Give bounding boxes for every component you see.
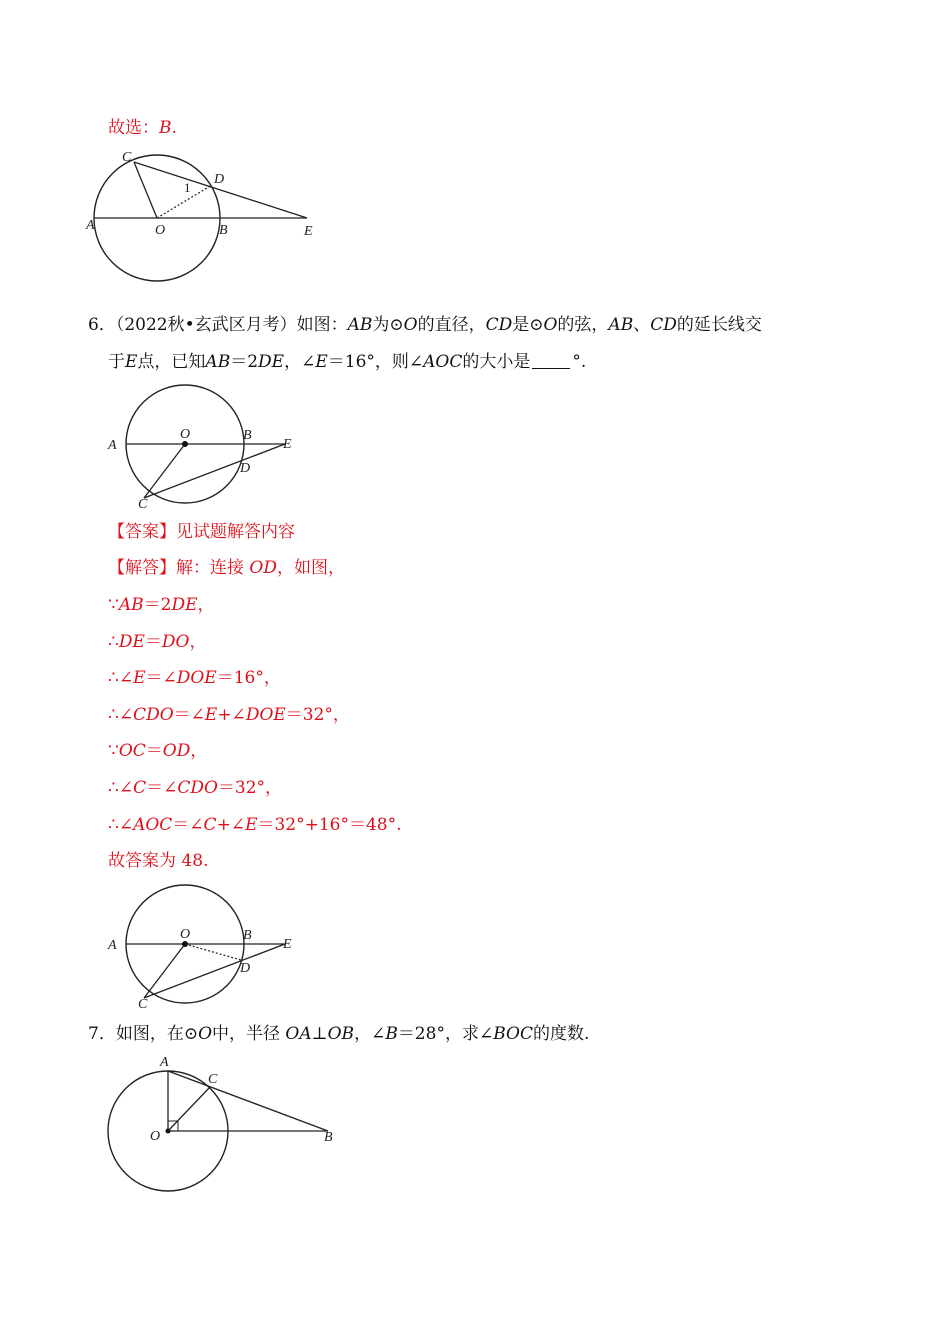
solution-step-segment: DE [171, 595, 198, 615]
q7-text [88, 1024, 589, 1044]
q6-line-1-segment: 的直径， [417, 315, 486, 335]
fig1-line-co [134, 162, 157, 218]
prev-answer-letter: B [159, 118, 172, 138]
q6-line-1-segment: 的弦， [557, 315, 609, 335]
solution-step [108, 813, 402, 837]
q6-line-2 [108, 350, 586, 374]
q7-segment: 7．如图，在⊙ [88, 1024, 199, 1044]
solution-step-segment: ＝ [144, 631, 162, 652]
q6-line-1-segment: CD [485, 315, 513, 335]
fig2-label-e: E [283, 437, 292, 452]
fig4-line-ab [168, 1071, 328, 1131]
q6-line-1-segment: CD [650, 315, 677, 335]
solution-step-segment: E [204, 704, 218, 725]
conclusion-line: 故答案为 48. [108, 851, 209, 871]
q6-line-1 [88, 313, 762, 337]
q6-line-1-segment: AB [347, 315, 373, 335]
q6-line-1-segment: 为⊙ [372, 315, 404, 335]
fig1-line-ce [134, 162, 307, 218]
solution-step-segment: ＝2 [143, 595, 172, 615]
solution-step-segment: C [203, 814, 217, 835]
q6-line-1-segment: AB [608, 315, 634, 335]
solve-intro-segment: OD [249, 558, 277, 578]
figure-1 [80, 145, 330, 285]
fig4-label-c: C [208, 1072, 218, 1087]
solution-step [108, 593, 214, 617]
fig3-line-od [185, 944, 241, 960]
solution-step [108, 739, 207, 763]
fig1-label-a: A [86, 218, 95, 233]
solution-step-segment: DOE [176, 668, 217, 689]
fig2-label-d: D [240, 461, 251, 476]
solution-step [108, 776, 282, 800]
solution-step-segment: ∴∠ [108, 778, 134, 798]
q6-line-1-segment: O [403, 315, 418, 335]
fig3-label-e: E [283, 937, 292, 952]
solution-step-segment: ＝∠ [173, 704, 205, 725]
prev-answer [108, 116, 177, 140]
q6-line-2-segment: DE [258, 352, 285, 372]
q6-line-2-segment: E [125, 352, 138, 372]
q6-line-1-segment: 、 [633, 315, 651, 335]
solution-step-segment: DOE [245, 704, 286, 725]
fig2-label-a: A [108, 438, 117, 453]
q7-segment: B [385, 1024, 398, 1044]
solution-step-segment: AB [118, 595, 144, 615]
solution-step-segment: ∴∠ [108, 814, 134, 835]
solution-step-segment: ＝ [145, 741, 163, 762]
solution-step-segment: ∴∠ [108, 704, 134, 725]
solution-step-segment: ＝∠ [145, 668, 177, 689]
solution-step-segment: E [245, 814, 258, 835]
q7-segment: O [198, 1024, 212, 1044]
fig3-label-a: A [108, 938, 117, 953]
solution-step-segment: ∴∠ [108, 668, 134, 689]
q6-line-1-segment: （2022秋•玄武区月考）如图： [115, 315, 348, 335]
fig2-label-o: O [180, 427, 191, 442]
solution-step-segment: ＝∠ [146, 778, 178, 798]
q6-line-2-segment: ，∠ [284, 352, 316, 372]
q7-segment: ，∠ [354, 1024, 386, 1044]
fig4-label-a: A [160, 1055, 169, 1070]
answer-text: 见试题解答内容 [176, 522, 295, 542]
fig3-label-c: C [138, 997, 148, 1010]
solution-step-segment: ＝32°+16°＝48°. [257, 814, 402, 835]
figure-2 [100, 380, 310, 510]
q7-segment: OB [327, 1024, 355, 1044]
prev-answer-suffix: . [171, 118, 177, 138]
q7-segment: BOC [493, 1024, 533, 1044]
q7-line [88, 1022, 589, 1046]
q6-line-2-text [108, 352, 530, 372]
fig3-label-d: D [240, 961, 251, 976]
solution-step-segment: AOC [133, 814, 173, 835]
solve-line [108, 556, 345, 580]
q6-line-2-segment: ＝2 [230, 352, 259, 372]
solution-step-segment: ∵ [108, 595, 119, 615]
solution-step-segment: DE [118, 631, 145, 652]
solve-tag: 【解答】 [108, 558, 176, 578]
q6-line-2-segment: 的大小是 [462, 352, 531, 372]
solution-step-segment: ＝16°， [216, 668, 281, 689]
answer-tag: 【答案】 [108, 522, 176, 542]
solve-intro-segment: ，如图， [276, 558, 345, 578]
fig3-label-b: B [243, 928, 252, 943]
q6-line-2-segment: AB [205, 352, 231, 372]
solution-step-segment: ＝32°， [285, 704, 350, 725]
fig3-label-o: O [180, 927, 191, 942]
solution-step-segment: CDO [177, 778, 218, 798]
solution-step-segment: ＝∠ [172, 814, 204, 835]
q6-line-1-segment: 的延长线交 [676, 315, 762, 335]
fig2-label-c: C [138, 497, 148, 510]
fig2-label-b: B [243, 428, 252, 443]
q6-line-2-segment: 点，已知 [137, 352, 206, 372]
fig4-center-dot [166, 1129, 171, 1134]
q7-segment: OA [285, 1024, 312, 1044]
q6-line-2-segment: E [315, 352, 328, 372]
q7-segment: ＝28°，求∠ [397, 1024, 494, 1044]
fig4-label-o: O [150, 1129, 161, 1144]
fig4-label-b: B [324, 1130, 333, 1145]
fig1-label-b: B [219, 223, 228, 238]
solve-intro [176, 558, 345, 578]
q6-line-2-tail: °. [572, 352, 587, 372]
solution-step-segment: E [133, 668, 146, 689]
q7-segment: ⊥ [311, 1024, 328, 1044]
fig1-label-d: D [214, 172, 225, 187]
solution-step-segment: OD [162, 741, 191, 762]
q6-line-1-segment: O [543, 315, 558, 335]
figure-4 [100, 1050, 350, 1200]
q6-line-1-text [116, 315, 762, 335]
solution-step-segment: +∠ [217, 704, 246, 725]
q7-segment: 的度数. [532, 1024, 590, 1044]
solution-step-segment: DO [161, 631, 190, 652]
q6-line-1-segment: 是⊙ [512, 315, 544, 335]
solution-step-segment: ， [189, 631, 207, 652]
solution-step-segment: OC [118, 741, 146, 762]
solution-step [108, 703, 350, 727]
answer-line [108, 520, 295, 544]
q6-line-2-segment: ＝16°，则∠ [327, 352, 424, 372]
solution-step-segment: C [133, 778, 147, 798]
q6-number: 6． [88, 315, 116, 335]
solution-step-segment: CDO [133, 704, 174, 725]
answer-blank [532, 352, 570, 369]
solution-step-segment: ， [190, 741, 208, 762]
fig4-line-oc [168, 1087, 210, 1131]
solution-step-segment: ， [197, 595, 215, 615]
prev-answer-prefix: 故选： [108, 118, 159, 138]
fig1-label-o: O [155, 223, 166, 238]
fig1-label-e: E [304, 224, 313, 239]
q6-line-2-segment: AOC [423, 352, 463, 372]
solution-step-segment: ∴ [108, 631, 119, 652]
fig1-label-angle-1: 1 [184, 180, 191, 195]
figure-3 [100, 880, 310, 1010]
solve-intro-segment: 解：连接 [176, 558, 250, 578]
fig1-label-c: C [122, 150, 132, 165]
solution-step [108, 630, 206, 654]
q6-line-2-segment: 于 [108, 352, 125, 372]
solution-step-segment: ∵ [108, 741, 119, 762]
q7-segment: 中，半径 [212, 1024, 286, 1044]
solution-step-segment: ＝32°， [217, 778, 283, 798]
solution-step-segment: +∠ [216, 814, 246, 835]
solution-step [108, 666, 281, 690]
